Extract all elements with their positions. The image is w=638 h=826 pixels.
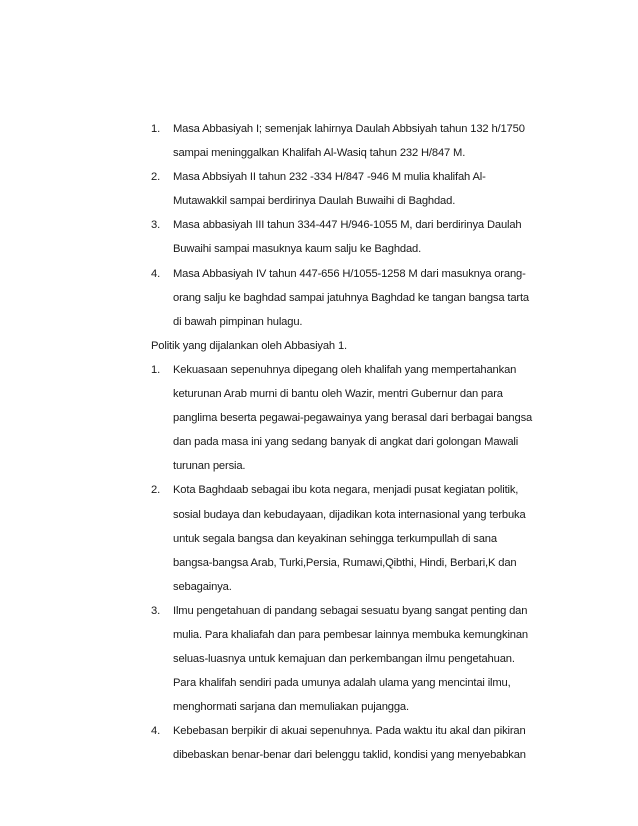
text-line: menghormati sarjana dan memuliakan pujangga. <box>173 701 409 714</box>
text-line: dan pada masa ini yang sedang banyak di angkat dari golongan Mawali <box>173 436 519 449</box>
text-line: untuk segala bangsa dan keyakinan sehingga terkumpullah di sana <box>173 532 497 545</box>
list-item <box>151 213 551 261</box>
text-line: bangsa-bangsa Arab, Turki,Persia, Rumawi,Qibthi, Hindi, Berbari,K dan <box>173 556 517 569</box>
list-item <box>151 478 551 598</box>
text-line: Mutawakkil sampai berdirinya Daulah Buwaihi di Baghdad. <box>173 195 456 208</box>
list-number: 2. <box>151 484 161 497</box>
text-line: Kota Baghdaab sebagai ibu kota negara, menjadi pusat kegiatan politik, <box>173 484 519 497</box>
list-number: 3. <box>151 219 161 232</box>
text-line: orang salju ke baghdad sampai jatuhnya Baghdad ke tangan bangsa tarta <box>173 291 530 304</box>
document-body <box>151 117 551 768</box>
list-number: 2. <box>151 171 161 184</box>
list-number: 1. <box>151 363 161 376</box>
text-line: Ilmu pengetahuan di pandang sebagai sesuatu byang sangat penting dan <box>173 604 528 617</box>
text-line: Masa abbasiyah III tahun 334-447 H/946-1055 M, dari berdirinya Daulah <box>173 219 522 232</box>
list-number: 1. <box>151 123 161 135</box>
list-item <box>151 719 551 767</box>
text-line: Buwaihi sampai masuknya kaum salju ke Baghdad. <box>173 243 422 256</box>
list-item <box>151 165 551 213</box>
text-line: Masa Abbasiyah IV tahun 447-656 H/1055-1258 M dari masuknya orang- <box>173 267 526 280</box>
list-number: 3. <box>151 604 161 617</box>
text-line: Masa Abbsiyah II tahun 232 -334 H/847 -946 M mulia khalifah Al- <box>173 171 486 184</box>
abbasiyah-periods-list <box>151 117 551 334</box>
text-line: keturunan Arab murni di bantu oleh Wazir, mentri Gubernur dan para <box>173 388 503 401</box>
text-line: mulia. Para khaliafah dan para pembesar lainnya membuka kemungkinan <box>173 628 528 641</box>
list-item <box>151 117 551 165</box>
text-line: sampai meninggalkan Khalifah Al-Wasiq tahun 232 H/847 M. <box>173 147 466 160</box>
text-line: di bawah pimpinan hulagu. <box>173 315 303 328</box>
section-heading: Politik yang dijalankan oleh Abbasiyah 1. <box>151 339 347 352</box>
text-line: Kebebasan berpikir di akuai sepenuhnya. Pada waktu itu akal dan pikiran <box>173 725 526 738</box>
text-line: dibebaskan benar-benar dari belenggu taklid, kondisi yang menyebabkan <box>173 749 526 762</box>
list-item <box>151 358 551 478</box>
text-line: seluas-luasnya untuk kemajuan dan perkembangan ilmu pengetahuan. <box>173 653 515 666</box>
text-line: Kekuasaan sepenuhnya dipegang oleh khalifah yang mempertahankan <box>173 363 517 376</box>
list-number: 4. <box>151 725 161 738</box>
text-line: sosial budaya dan kebudayaan, dijadikan kota internasional yang terbuka <box>173 508 526 521</box>
list-item <box>151 262 551 334</box>
text-line: panglima beserta pegawai-pegawainya yang berasal dari berbagai bangsa <box>173 412 533 425</box>
text-line: sebagainya. <box>173 580 232 593</box>
list-number: 4. <box>151 267 161 280</box>
list-item <box>151 599 551 719</box>
text-line: Para khalifah sendiri pada umunya adalah ulama yang mencintai ilmu, <box>173 677 511 690</box>
text-line: turunan persia. <box>173 460 246 473</box>
politics-list <box>151 358 551 768</box>
text-line: Masa Abbasiyah I; semenjak lahirnya Daulah Abbsiyah tahun 132 h/1750 <box>173 123 525 135</box>
